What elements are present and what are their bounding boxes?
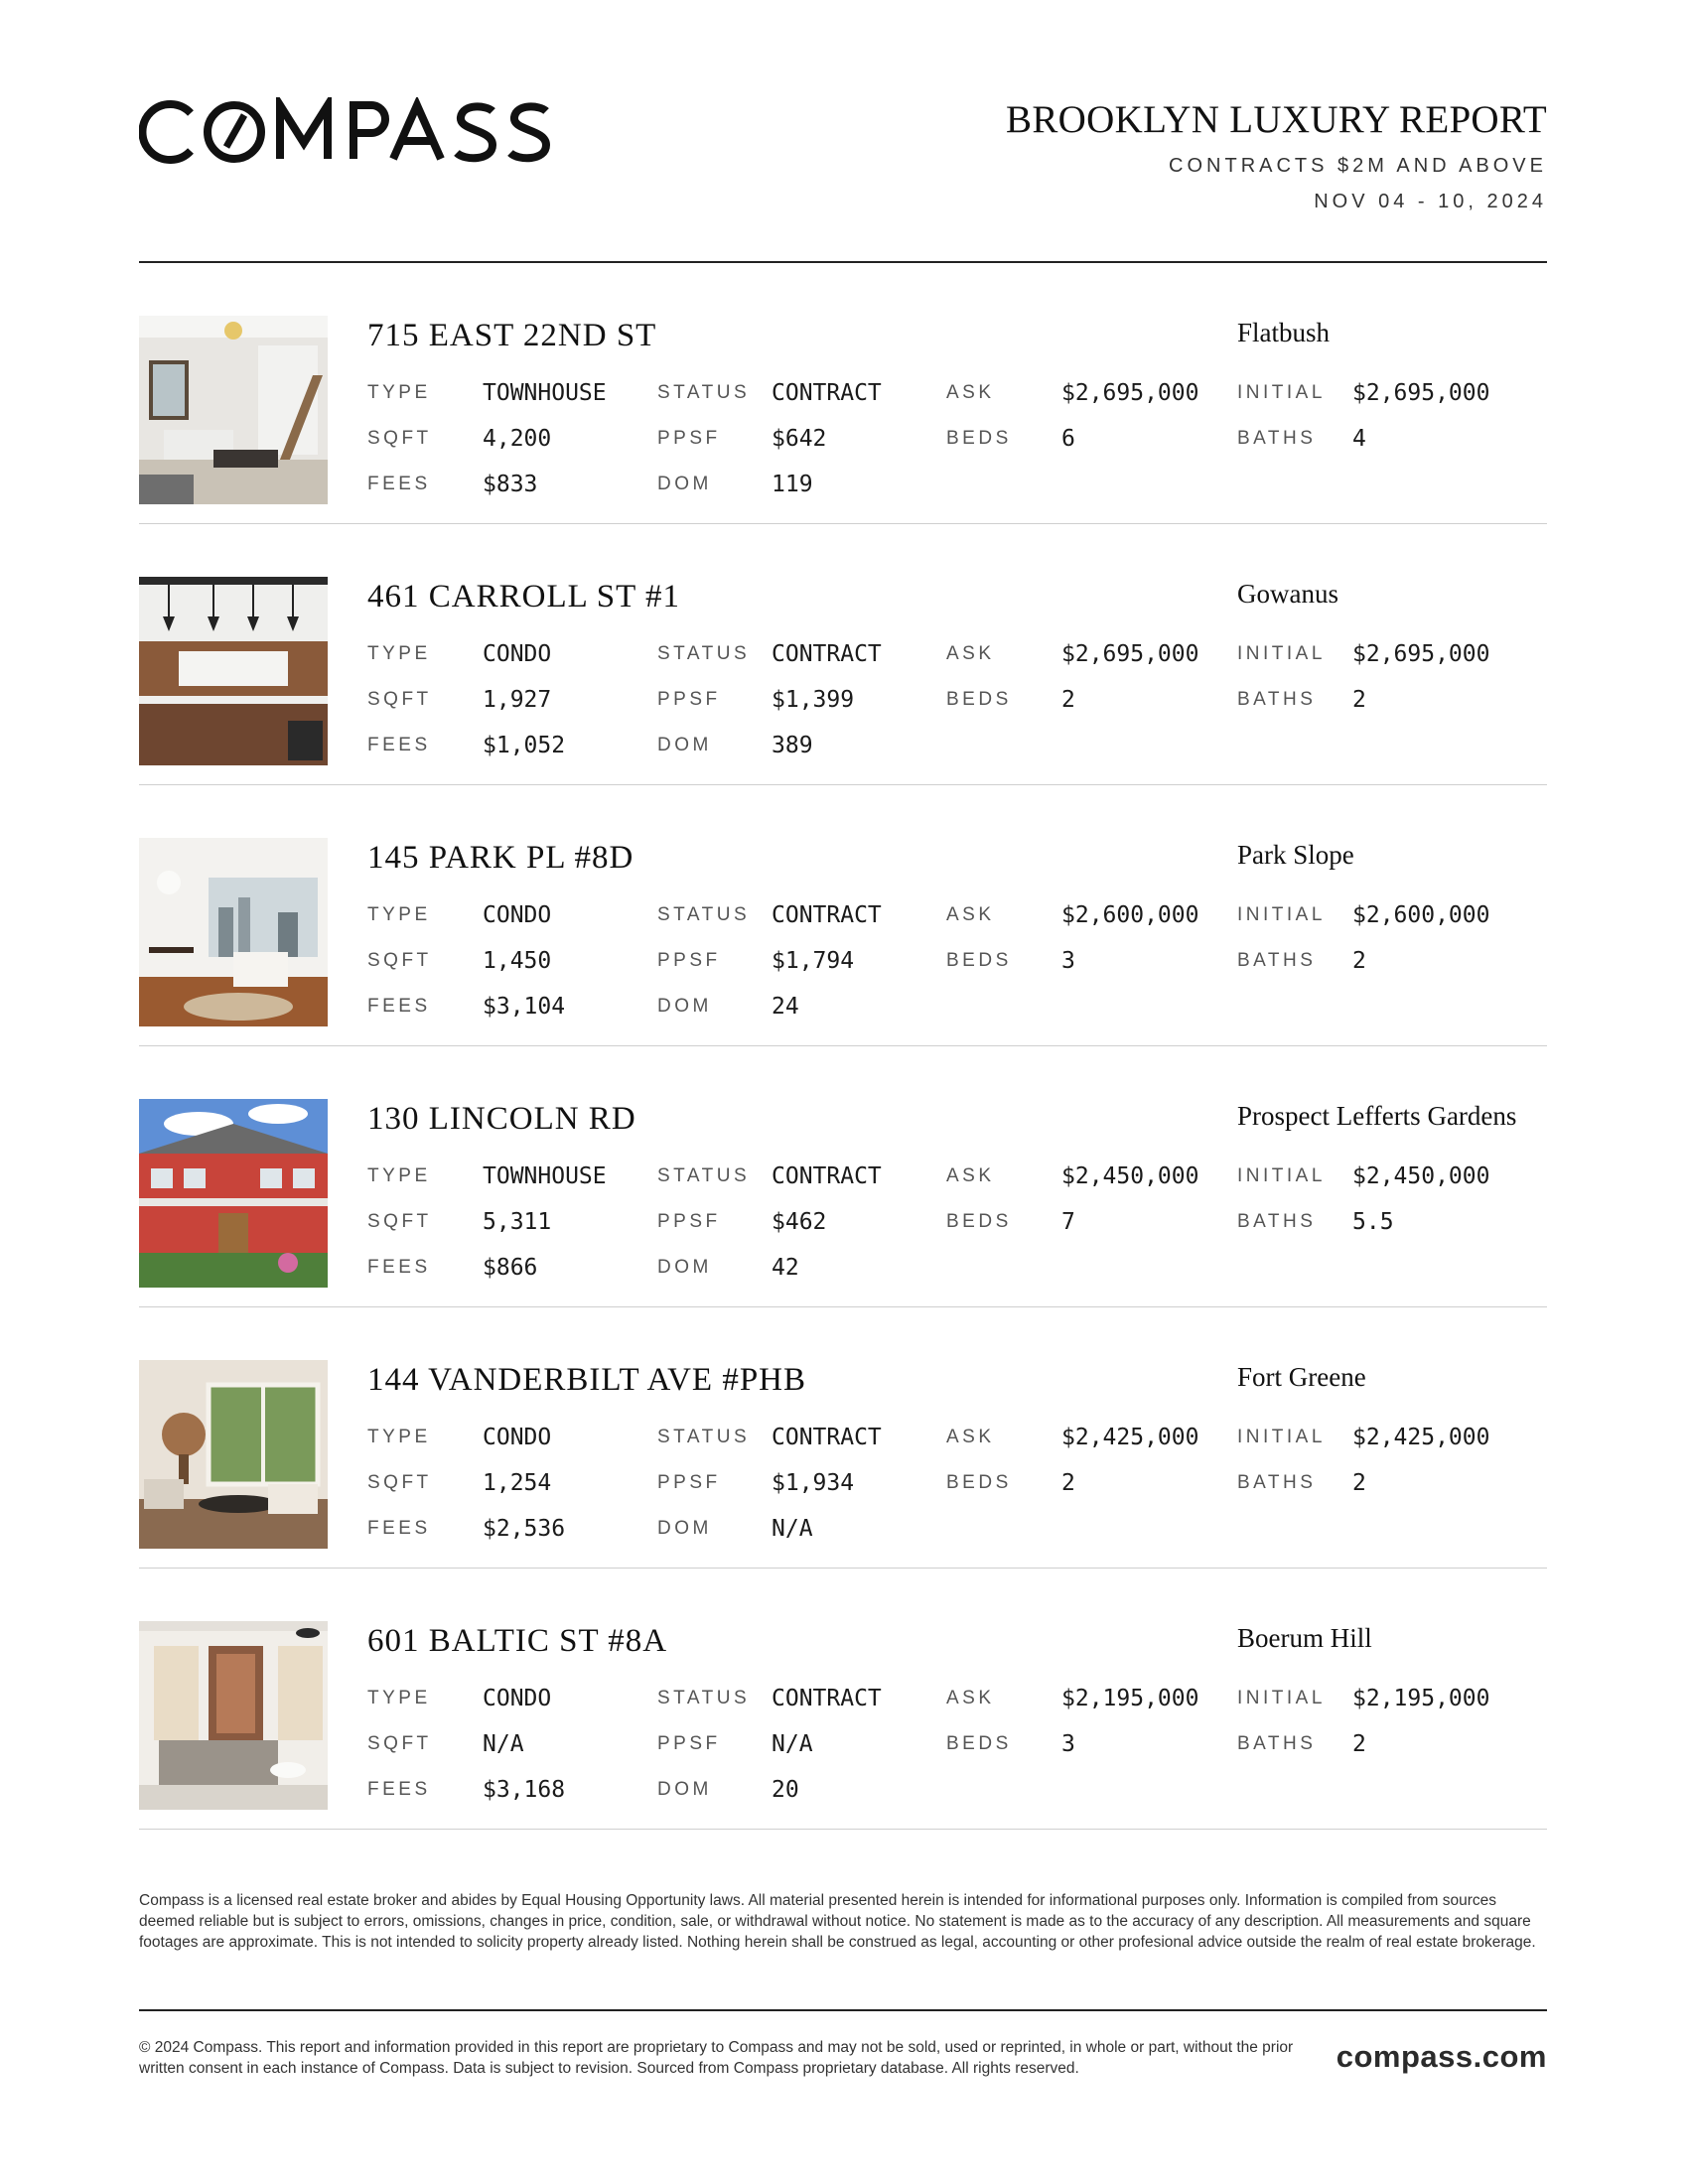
- dom-value: 119: [772, 472, 813, 497]
- listing-address: 144 VANDERBILT AVE #PHB: [367, 1362, 807, 1398]
- sqft-label: SQFT: [367, 689, 432, 710]
- listing-neighborhood: Boerum Hill: [1237, 1623, 1372, 1653]
- dom-label: DOM: [657, 474, 712, 494]
- footer-divider: [139, 2009, 1547, 2011]
- listing-neighborhood: Gowanus: [1237, 579, 1338, 609]
- initial-label: INITIAL: [1237, 382, 1326, 403]
- dom-label: DOM: [657, 735, 712, 755]
- beds-label: BEDS: [946, 950, 1012, 971]
- dom-value: N/A: [772, 1516, 813, 1542]
- website-link[interactable]: compass.com: [1336, 2039, 1547, 2074]
- type-label: TYPE: [367, 1688, 431, 1708]
- sqft-label: SQFT: [367, 1733, 432, 1754]
- ppsf-label: PPSF: [657, 1733, 721, 1754]
- listing-card: [139, 1307, 1547, 1569]
- fees-value: $3,104: [483, 994, 566, 1020]
- listing-address: 130 LINCOLN RD: [367, 1101, 636, 1137]
- status-label: STATUS: [657, 1688, 751, 1708]
- ask-value: $2,695,000: [1061, 641, 1199, 667]
- status-label: STATUS: [657, 1427, 751, 1447]
- type-value: CONDO: [483, 1686, 552, 1711]
- baths-label: BATHS: [1237, 689, 1317, 710]
- ask-label: ASK: [946, 1427, 995, 1447]
- dom-label: DOM: [657, 1779, 712, 1800]
- beds-label: BEDS: [946, 1733, 1012, 1754]
- type-value: CONDO: [483, 641, 552, 667]
- initial-label: INITIAL: [1237, 1427, 1326, 1447]
- dom-label: DOM: [657, 996, 712, 1017]
- sqft-value: 1,927: [483, 687, 552, 713]
- disclaimer-text: Compass is a licensed real estate broker and abides by Equal Housing Opportunity laws. All material presented herein is intended for informational purposes only. Information is compiled from sources deemed reliable but is subject to errors, omissions, changes in price, condition, sale, or withdrawal without notice. No statement is made as to the accuracy of any description. All measurements and square footages are approximate. This is not intended to solicity property already listed. Nothing herein shall be construed as legal, accounting or other profesional advice outside the realm of real estate brokerage.: [139, 1892, 1536, 1951]
- fees-label: FEES: [367, 1779, 431, 1800]
- dom-value: 24: [772, 994, 799, 1020]
- baths-value: 4: [1352, 426, 1366, 452]
- beds-value: 3: [1061, 948, 1075, 974]
- baths-value: 2: [1352, 1731, 1366, 1757]
- baths-value: 5.5: [1352, 1209, 1394, 1235]
- ask-label: ASK: [946, 1688, 995, 1708]
- fees-label: FEES: [367, 1518, 431, 1539]
- ask-value: $2,425,000: [1061, 1425, 1199, 1450]
- type-value: TOWNHOUSE: [483, 380, 607, 406]
- sqft-label: SQFT: [367, 1211, 432, 1232]
- ppsf-label: PPSF: [657, 1211, 721, 1232]
- beds-value: 6: [1061, 426, 1075, 452]
- type-label: TYPE: [367, 643, 431, 664]
- baths-label: BATHS: [1237, 1472, 1317, 1493]
- fees-value: $2,536: [483, 1516, 566, 1542]
- sqft-label: SQFT: [367, 950, 432, 971]
- listing-address: 461 CARROLL ST #1: [367, 579, 680, 614]
- fees-label: FEES: [367, 735, 431, 755]
- ppsf-value: $1,399: [772, 687, 855, 713]
- listing-card: [139, 524, 1547, 785]
- listing-photo: [139, 1360, 328, 1549]
- sqft-value: N/A: [483, 1731, 524, 1757]
- type-label: TYPE: [367, 1165, 431, 1186]
- type-value: TOWNHOUSE: [483, 1163, 607, 1189]
- ask-value: $2,695,000: [1061, 380, 1199, 406]
- fees-value: $866: [483, 1255, 538, 1281]
- ppsf-value: $642: [772, 426, 827, 452]
- initial-label: INITIAL: [1237, 1688, 1326, 1708]
- baths-value: 2: [1352, 687, 1366, 713]
- status-value: CONTRACT: [772, 641, 882, 667]
- ask-value: $2,600,000: [1061, 902, 1199, 928]
- status-value: CONTRACT: [772, 1686, 882, 1711]
- initial-value: $2,450,000: [1352, 1163, 1490, 1189]
- baths-value: 2: [1352, 1470, 1366, 1496]
- listing-photo: [139, 1099, 328, 1288]
- listing-address: 601 BALTIC ST #8A: [367, 1623, 668, 1659]
- sqft-value: 1,450: [483, 948, 552, 974]
- listing-neighborhood: Prospect Lefferts Gardens: [1237, 1101, 1517, 1131]
- beds-label: BEDS: [946, 689, 1012, 710]
- sqft-value: 5,311: [483, 1209, 552, 1235]
- status-value: CONTRACT: [772, 380, 882, 406]
- beds-value: 3: [1061, 1731, 1075, 1757]
- baths-label: BATHS: [1237, 1211, 1317, 1232]
- status-label: STATUS: [657, 382, 751, 403]
- ppsf-value: N/A: [772, 1731, 813, 1757]
- copyright-text: © 2024 Compass. This report and information provided in this report are proprietary to Compass and may not be sold, used or reprinted, in whole or part, without the prior written consent in each instance of Compass. Data is subject to revision. Sourced from Compass proprietary database. All rights reserved.: [139, 2039, 1294, 2077]
- baths-label: BATHS: [1237, 1733, 1317, 1754]
- status-value: CONTRACT: [772, 902, 882, 928]
- ppsf-label: PPSF: [657, 1472, 721, 1493]
- listing-card: [139, 263, 1547, 524]
- listing-photo: [139, 577, 328, 765]
- ask-value: $2,195,000: [1061, 1686, 1199, 1711]
- status-label: STATUS: [657, 1165, 751, 1186]
- listing-photo: [139, 838, 328, 1026]
- initial-value: $2,425,000: [1352, 1425, 1490, 1450]
- listing-neighborhood: Fort Greene: [1237, 1362, 1366, 1392]
- ask-value: $2,450,000: [1061, 1163, 1199, 1189]
- type-label: TYPE: [367, 1427, 431, 1447]
- report-title: BROOKLYN LUXURY REPORT: [1006, 98, 1547, 141]
- ask-label: ASK: [946, 1165, 995, 1186]
- status-label: STATUS: [657, 904, 751, 925]
- type-value: CONDO: [483, 902, 552, 928]
- report-date-range: NOV 04 - 10, 2024: [1314, 191, 1547, 212]
- ppsf-label: PPSF: [657, 689, 721, 710]
- status-value: CONTRACT: [772, 1425, 882, 1450]
- listing-card: [139, 1046, 1547, 1307]
- dom-value: 389: [772, 733, 813, 758]
- sqft-value: 4,200: [483, 426, 552, 452]
- fees-value: $833: [483, 472, 538, 497]
- listing-photo: [139, 1621, 328, 1810]
- baths-label: BATHS: [1237, 428, 1317, 449]
- type-value: CONDO: [483, 1425, 552, 1450]
- sqft-label: SQFT: [367, 1472, 432, 1493]
- status-label: STATUS: [657, 643, 751, 664]
- ask-label: ASK: [946, 382, 995, 403]
- listing-neighborhood: Park Slope: [1237, 840, 1354, 870]
- initial-value: $2,600,000: [1352, 902, 1490, 928]
- fees-value: $1,052: [483, 733, 566, 758]
- beds-value: 7: [1061, 1209, 1075, 1235]
- listing-photo: [139, 316, 328, 504]
- dom-label: DOM: [657, 1257, 712, 1278]
- type-label: TYPE: [367, 382, 431, 403]
- sqft-label: SQFT: [367, 428, 432, 449]
- ppsf-label: PPSF: [657, 428, 721, 449]
- listing-neighborhood: Flatbush: [1237, 318, 1331, 347]
- listing-card: [139, 785, 1547, 1046]
- beds-label: BEDS: [946, 1472, 1012, 1493]
- listing-address: 145 PARK PL #8D: [367, 840, 634, 876]
- beds-value: 2: [1061, 1470, 1075, 1496]
- baths-label: BATHS: [1237, 950, 1317, 971]
- beds-label: BEDS: [946, 1211, 1012, 1232]
- fees-value: $3,168: [483, 1777, 566, 1803]
- report-subtitle: CONTRACTS $2M AND ABOVE: [1169, 155, 1547, 177]
- compass-logo: [139, 97, 571, 167]
- status-value: CONTRACT: [772, 1163, 882, 1189]
- dom-value: 20: [772, 1777, 799, 1803]
- dom-value: 42: [772, 1255, 799, 1281]
- ppsf-value: $1,934: [772, 1470, 855, 1496]
- initial-value: $2,695,000: [1352, 380, 1490, 406]
- ppsf-value: $1,794: [772, 948, 855, 974]
- initial-label: INITIAL: [1237, 1165, 1326, 1186]
- type-label: TYPE: [367, 904, 431, 925]
- listing-card: [139, 1569, 1547, 1830]
- fees-label: FEES: [367, 474, 431, 494]
- fees-label: FEES: [367, 996, 431, 1017]
- ask-label: ASK: [946, 643, 995, 664]
- dom-label: DOM: [657, 1518, 712, 1539]
- initial-value: $2,195,000: [1352, 1686, 1490, 1711]
- ppsf-label: PPSF: [657, 950, 721, 971]
- initial-label: INITIAL: [1237, 643, 1326, 664]
- ask-label: ASK: [946, 904, 995, 925]
- ppsf-value: $462: [772, 1209, 827, 1235]
- beds-value: 2: [1061, 687, 1075, 713]
- listings: [139, 263, 1547, 1830]
- initial-label: INITIAL: [1237, 904, 1326, 925]
- initial-value: $2,695,000: [1352, 641, 1490, 667]
- listing-address: 715 EAST 22ND ST: [367, 318, 657, 353]
- beds-label: BEDS: [946, 428, 1012, 449]
- baths-value: 2: [1352, 948, 1366, 974]
- fees-label: FEES: [367, 1257, 431, 1278]
- sqft-value: 1,254: [483, 1470, 552, 1496]
